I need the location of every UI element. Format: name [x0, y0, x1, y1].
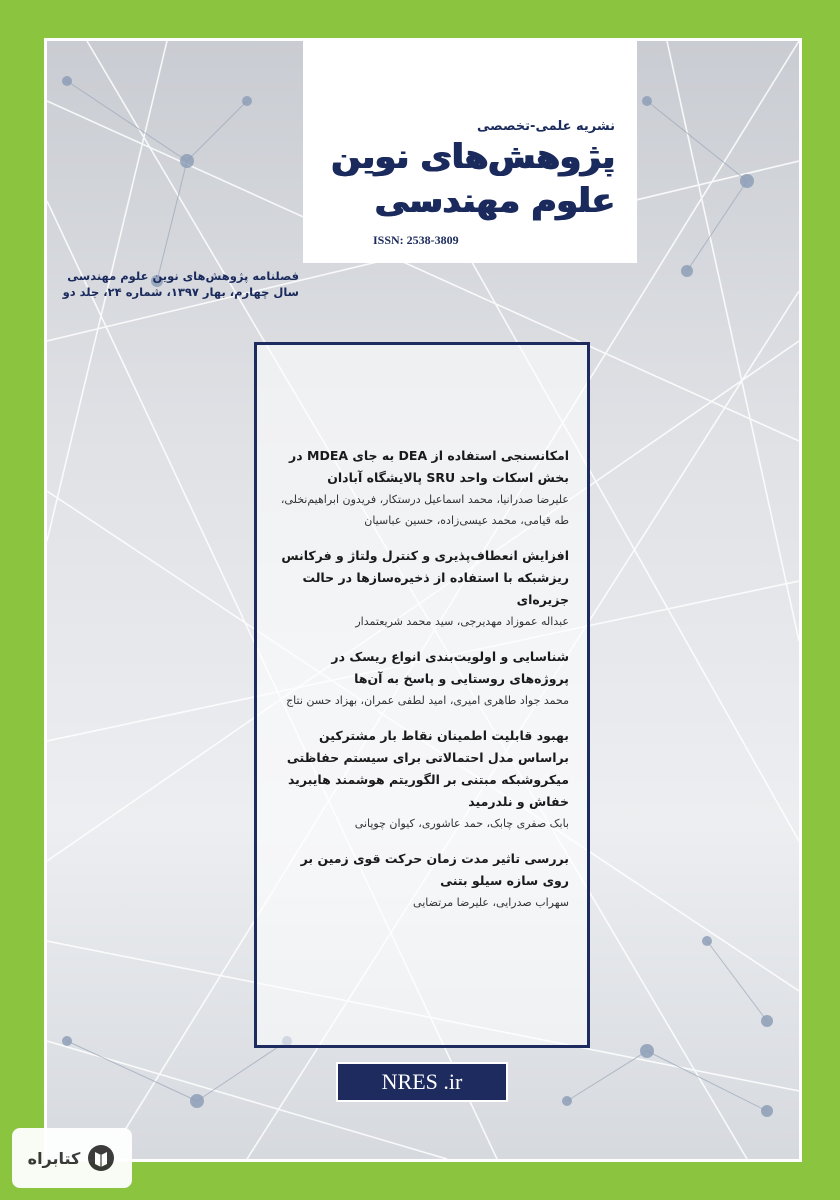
article-item[interactable] [275, 848, 569, 913]
article-title: شناسایی و اولویت‌بندی انواع ریسک در پروژه‌های روستایی و پاسخ به آن‌ها [331, 649, 569, 686]
article-title: امکانسنجی استفاده از DEA به جای MDEA در بخش اسکات واحد SRU پالایشگاه آبادان [289, 448, 569, 485]
article-authors: بابک صفری چابک، حمد عاشوری، کیوان چوپانی [354, 817, 569, 830]
article-item[interactable] [275, 646, 569, 711]
journal-logo-box [303, 41, 637, 263]
article-authors: محمد جواد طاهری امیری، امید لطفی عمران، بهزاد حسن نتاج [286, 694, 569, 707]
article-title: افزایش انعطاف‌پذیری و کنترل ولتاژ و فرکانس ریزشبکه با استفاده از ذخیره‌سازها در حالت جزیره‌ای [281, 548, 569, 607]
article-item[interactable] [275, 545, 569, 632]
issue-info: سال چهارم، بهار ۱۳۹۷، شماره ۲۴، جلد دو [62, 285, 299, 299]
website-link[interactable]: NRES .ir [336, 1062, 508, 1102]
logo-title-line2: علوم مهندسی [374, 181, 615, 221]
badge-label: کتابراه [27, 1148, 81, 1168]
issn-number: ISSN: 2538-3809 [373, 233, 459, 247]
logo-kicker: نشریه علمی-تخصصی [477, 119, 615, 134]
article-title: بهبود قابلیت اطمینان نقاط بار مشترکین براساس مدل احتمالاتی برای سیستم حفاظتی میکروشبکه مبتنی بر الگوریتم هوشمند هایبرید خفاش و نلدرمید [286, 728, 569, 809]
book-icon [86, 1143, 116, 1173]
journal-subtitle: فصلنامه پژوهش‌های نوین علوم مهندسی [67, 269, 299, 283]
logo-title-line1: پژوهش‌های نوین [331, 137, 615, 177]
article-item[interactable] [275, 445, 569, 531]
article-authors: سهراب صدرایی، علیرضا مرتضایی [413, 896, 569, 909]
article-authors: علیرضا صدرانیا، محمد اسماعیل درستکار، فریدون ابراهیم‌نخلی، طه قیامی، محمد عیسی‌زاده، حسین عباسیان [280, 493, 569, 527]
article-authors: عبداله عموزاد مهدیرجی، سید محمد شریعتمدار [355, 615, 569, 628]
article-item[interactable] [275, 725, 569, 834]
article-title: بررسی تاثیر مدت زمان حرکت قوی زمین بر روی سازه سیلو بتنی [300, 851, 569, 888]
table-of-contents [254, 342, 590, 1048]
ketabrah-badge[interactable] [12, 1128, 132, 1188]
